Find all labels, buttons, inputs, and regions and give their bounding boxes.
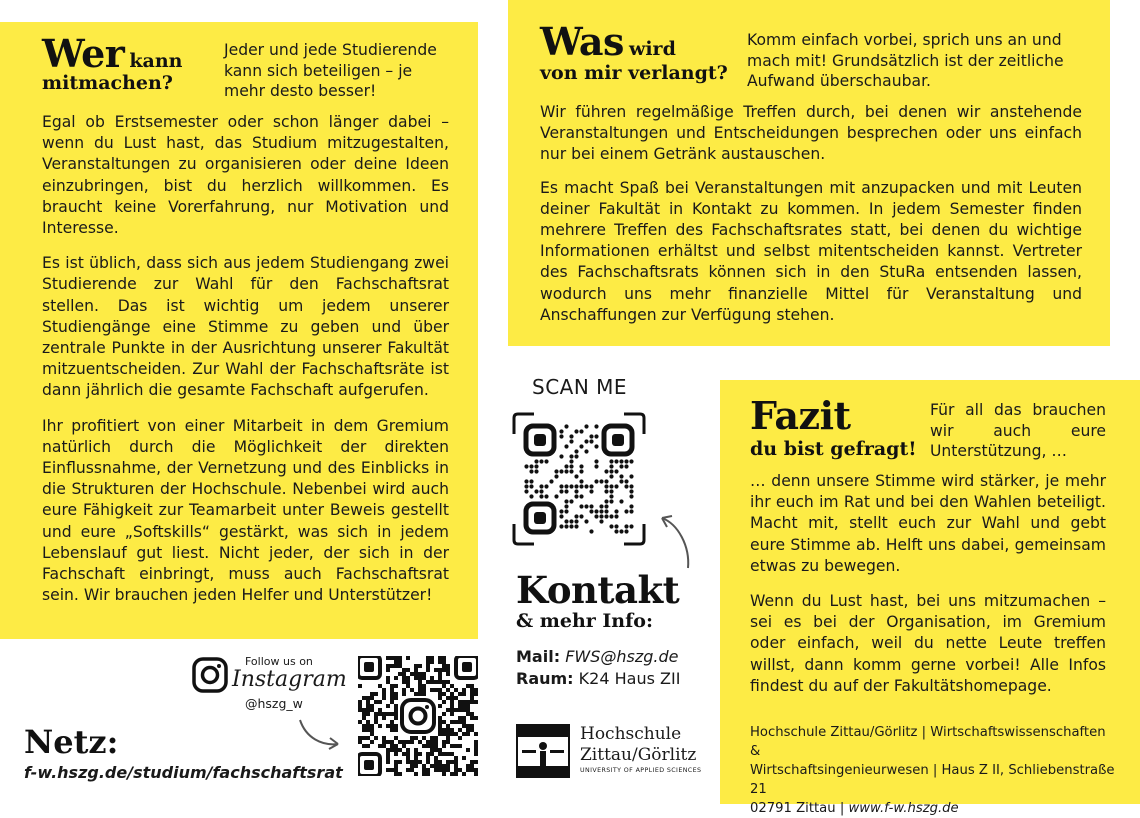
left-intro: Jeder und jede Studierende kann sich beteiligen – je mehr desto besser!	[224, 41, 437, 100]
mid-heading	[540, 19, 740, 84]
qr-code-main[interactable]	[512, 412, 646, 546]
footer-line	[750, 799, 1120, 818]
hochschule-logo	[516, 724, 716, 780]
footer-line: Hochschule Zittau/Görlitz | Wirtschaftswissenschaften &	[750, 725, 1106, 759]
kontakt-mail-row	[516, 646, 716, 668]
left-paragraph: Es ist üblich, dass sich aus jedem Studiengang zwei Studierende zur Wahl für den Fachschaftsrat stellen. Das ist wichtig um jedem unserer Studiengänge eine Stimme zu geben und über zentrale Punkte in der Ausrichtung unserer Fakultät mitzuentscheiden. Zur Wahl der Fachschaftsräte ist dann jährlich die gesamte Fachschaft aufgerufen.	[42, 254, 449, 400]
room-label: Raum:	[516, 669, 574, 688]
mid-heading-small: wird	[628, 38, 676, 60]
mail-label: Mail:	[516, 647, 561, 666]
qr-code-instagram[interactable]	[358, 656, 478, 776]
fazit-intro: Für all das brauchen wir auch eure Unterstützung, …	[930, 401, 1106, 460]
fazit-heading-big: Fazit	[750, 393, 851, 438]
mid-heading-big: Was	[540, 19, 624, 64]
fazit-body	[750, 471, 1106, 711]
mid-paragraph: Wir führen regelmäßige Treffen durch, bei denen wir anstehende Veranstaltungen und Entscheidungen besprechen oder uns einfach nur bei einem Getränk austauschen.	[540, 103, 1082, 164]
arrow-icon	[654, 510, 698, 576]
logo-line2: Zittau/Görlitz	[580, 745, 697, 765]
instagram-icon	[192, 657, 228, 693]
mid-paragraph: Es macht Spaß bei Veranstaltungen mit anzupacken und mit Leuten deiner Fakultät in Kontakt zu kommen. In jedem Semester finden mehrere Treffen des Fachschaftsrates statt, bei denen du wichtige Informationen erhältst und selbst mitentscheiden kannst. Vertreter des Fachschaftsrats können sich in den StuRa entsenden lassen, wodurch uns mehr finanzielle Mittel für Veranstaltung und Anschaffungen zur Verfügung stehen.	[540, 178, 1082, 324]
kontakt-title: Kontakt	[516, 568, 680, 612]
logo-line1: Hochschule	[580, 724, 682, 744]
instagram-follow: Follow us on	[245, 655, 313, 668]
kontakt-subtitle: & mehr Info:	[516, 610, 653, 632]
left-heading-big: Wer	[42, 31, 125, 76]
left-paragraph: Egal ob Erstsemester oder schon länger dabei – wenn du Lust hast, das Studium mitzugestalten, Veranstaltungen zu organisieren oder deine Ideen einzubringen, bist du herzlich willkommen. Es braucht keine Vorerfahrung, nur Motivation und Interesse.	[42, 113, 449, 238]
instagram-handle: @hszg_w	[245, 696, 303, 711]
left-heading-small: kann	[129, 50, 183, 72]
footer-address: 02791 Zittau |	[750, 801, 849, 816]
netz-block	[24, 724, 354, 784]
instagram-brand: Instagram	[232, 667, 347, 692]
kontakt-block	[516, 570, 716, 690]
logo-line3: UNIVERSITY OF APPLIED SCIENCES	[580, 767, 702, 774]
hochschule-logo-icon	[516, 724, 570, 778]
room-value: K24 Haus ZII	[578, 669, 681, 688]
left-paragraph: Ihr profitiert von einer Mitarbeit in dem Gremium natürlich durch die Möglichkeit der direkten Einflussnahme, der Vernetzung und des Einblicks in die Strukturen der Hochschule. Nebenbei wird auch eure Fähigkeit zur Teamarbeit unter Beweis gestellt und eure „Softskills“ gestärkt, was sich in jedem Lebenslauf gut liest. Nicht jeder, der sich in der Fachschaft einbringt, muss auch Fachschaftsrat sein. Wir brauchen jeden Helfer und Unterstützer!	[42, 416, 449, 605]
mid-body	[540, 102, 1082, 340]
mid-intro: Komm einfach vorbei, sprich uns an und mach mit! Grundsätzlich ist der zeitliche Aufwand überschaubar.	[747, 31, 1064, 90]
fazit-paragraph: Wenn du Lust hast, bei uns mitzumachen – sei es bei der Organisation, im Gremium oder einfach, weil du nette Leute treffen willst, dann komm gerne vorbei! Alle Infos findest du auf der Fakultätshomepage.	[750, 592, 1106, 695]
netz-title: Netz:	[24, 723, 119, 761]
footer-line: Wirtschaftsingenieurwesen | Haus Z II, Schliebenstraße 21	[750, 763, 1115, 797]
footer-website-link[interactable]: www.f-w.hszg.de	[848, 801, 959, 816]
left-heading	[42, 31, 222, 94]
left-heading-line2: mitmachen?	[42, 72, 173, 94]
kontakt-room-row	[516, 668, 716, 690]
fazit-heading-small: du bist gefragt!	[750, 438, 917, 460]
fazit-paragraph: … denn unsere Stimme wird stärker, je mehr ihr euch im Rat und bei den Wahlen beteiligt. Macht mit, stellt euch zur Wahl und gebt eure Stimme ab. Helft uns dabei, gemeinsam etwas zu bewegen.	[750, 472, 1106, 575]
mid-heading-line2: von mir verlangt?	[540, 62, 728, 84]
instagram-block[interactable]	[190, 655, 347, 715]
left-body	[42, 112, 449, 620]
mail-link[interactable]: FWS@hszg.de	[565, 647, 679, 666]
scan-me-label: SCAN ME	[532, 375, 628, 399]
netz-url-link[interactable]: f-w.hszg.de/studium/fachschaftsrat	[24, 763, 343, 782]
fazit-heading	[750, 393, 925, 460]
